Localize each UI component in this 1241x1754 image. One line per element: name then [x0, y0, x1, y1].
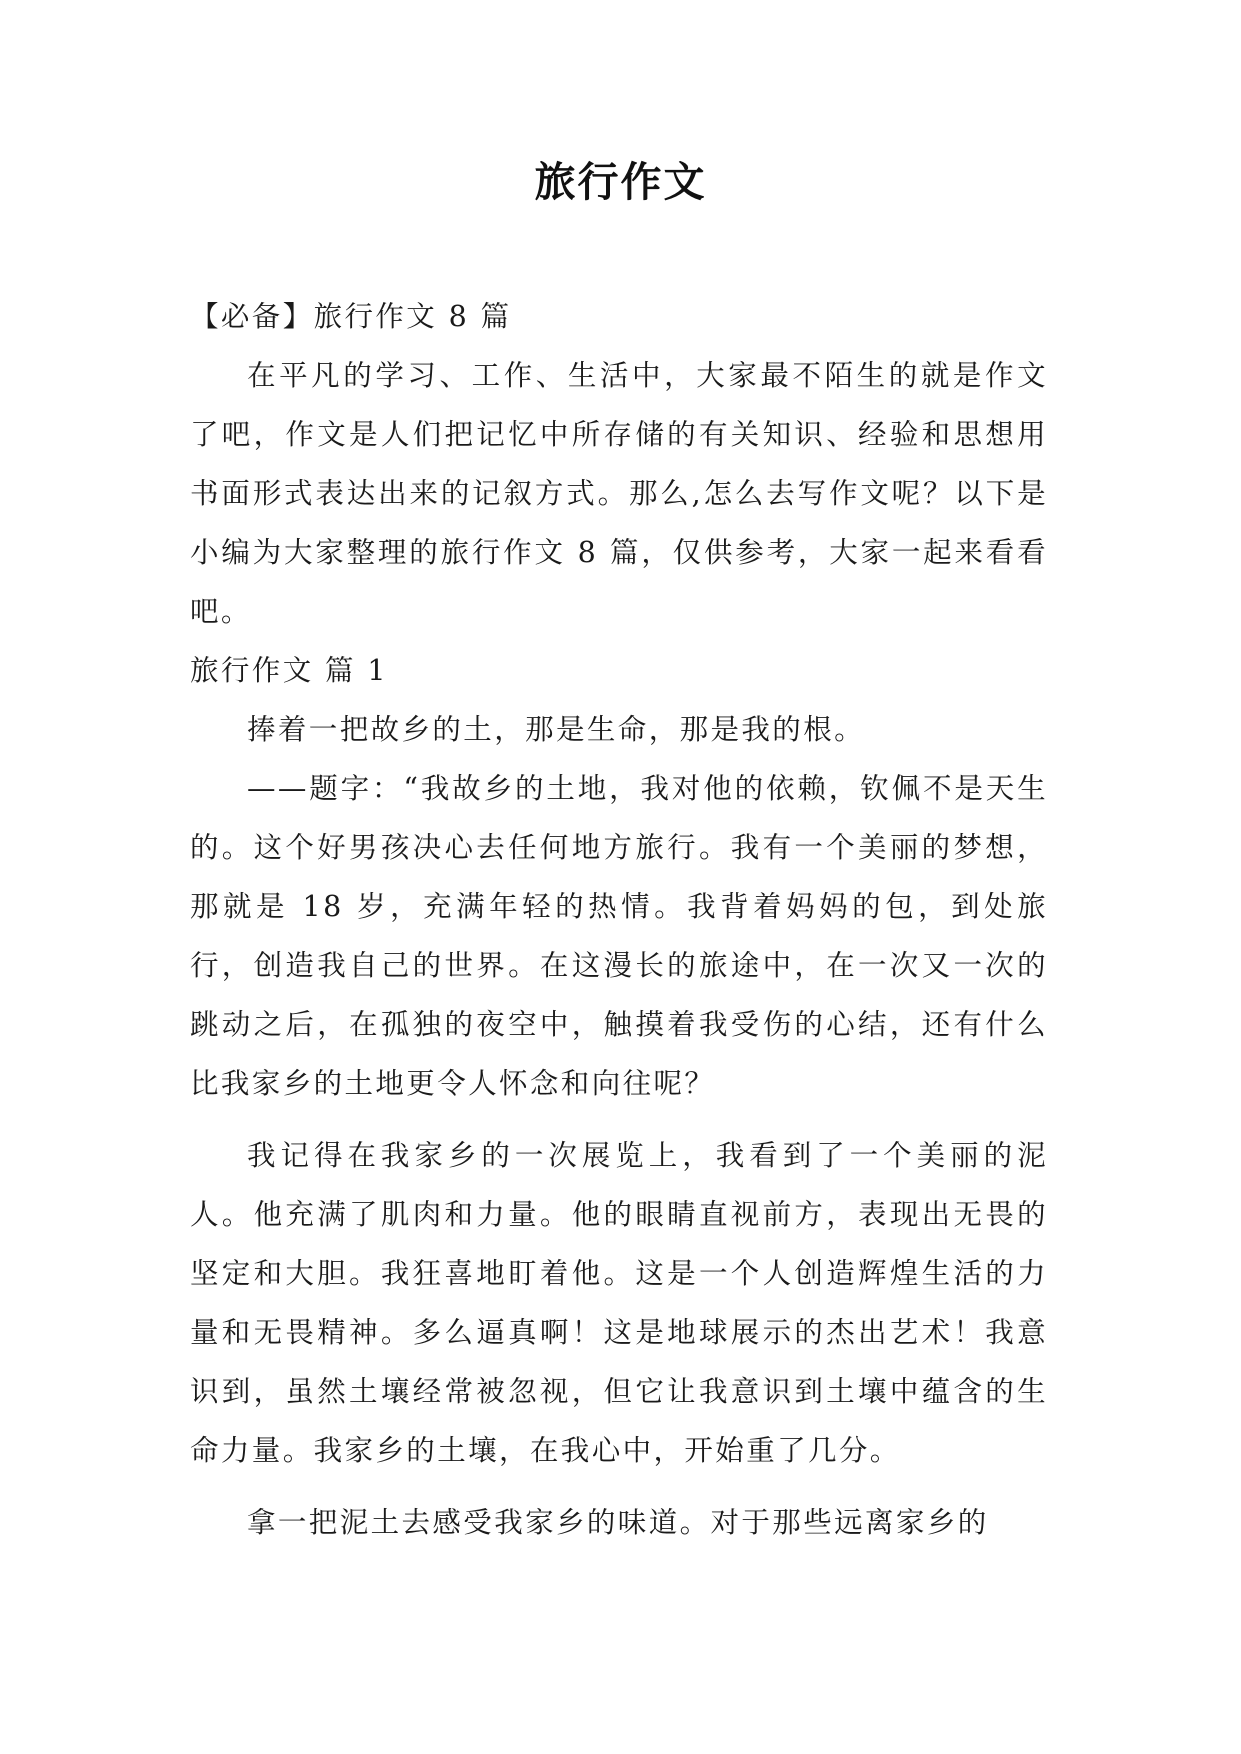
body-paragraph-3: 我记得在我家乡的一次展览上，我看到了一个美丽的泥人。他充满了肌肉和力量。他的眼睛直视前方，表现出无畏的坚定和大胆。我狂喜地盯着他。这是一个人创造辉煌生活的力量和无畏精神。多么逼真啊！这是地球展示的杰出艺术！我意识到，虽然土壤经常被忽视，但它让我意识到土壤中蕴含的生命力量。我家乡的土壤，在我心中，开始重了几分。	[190, 1139, 1048, 1467]
document-body	[190, 287, 1048, 1552]
document-title: 旅行作文	[534, 158, 707, 206]
document-subtitle: 【必备】旅行作文 8 篇	[190, 300, 512, 333]
body-paragraph-1: 捧着一把故乡的土，那是生命，那是我的根。	[247, 713, 866, 746]
section-heading: 旅行作文 篇 1	[190, 654, 388, 687]
body-paragraph-4: 拿一把泥土去感受我家乡的味道。对于那些远离家乡的	[247, 1506, 989, 1539]
body-paragraph-2: ——题字：“我故乡的土地，我对他的依赖，钦佩不是天生的。这个好男孩决心去任何地方旅行。我有一个美丽的梦想，那就是 18 岁，充满年轻的热情。我背着妈妈的包，到处旅行，创造我自己的世界。在这漫长的旅途中，在一次又一次的跳动之后，在孤独的夜空中，触摸着我受伤的心结，还有什么比我家乡的土地更令人怀念和向往呢？	[190, 772, 1048, 1100]
intro-paragraph: 在平凡的学习、工作、生活中，大家最不陌生的就是作文了吧，作文是人们把记忆中所存储的有关知识、经验和思想用书面形式表达出来的记叙方式。那么,怎么去写作文呢？以下是小编为大家整理的旅行作文 8 篇，仅供参考，大家一起来看看吧。	[190, 359, 1048, 628]
